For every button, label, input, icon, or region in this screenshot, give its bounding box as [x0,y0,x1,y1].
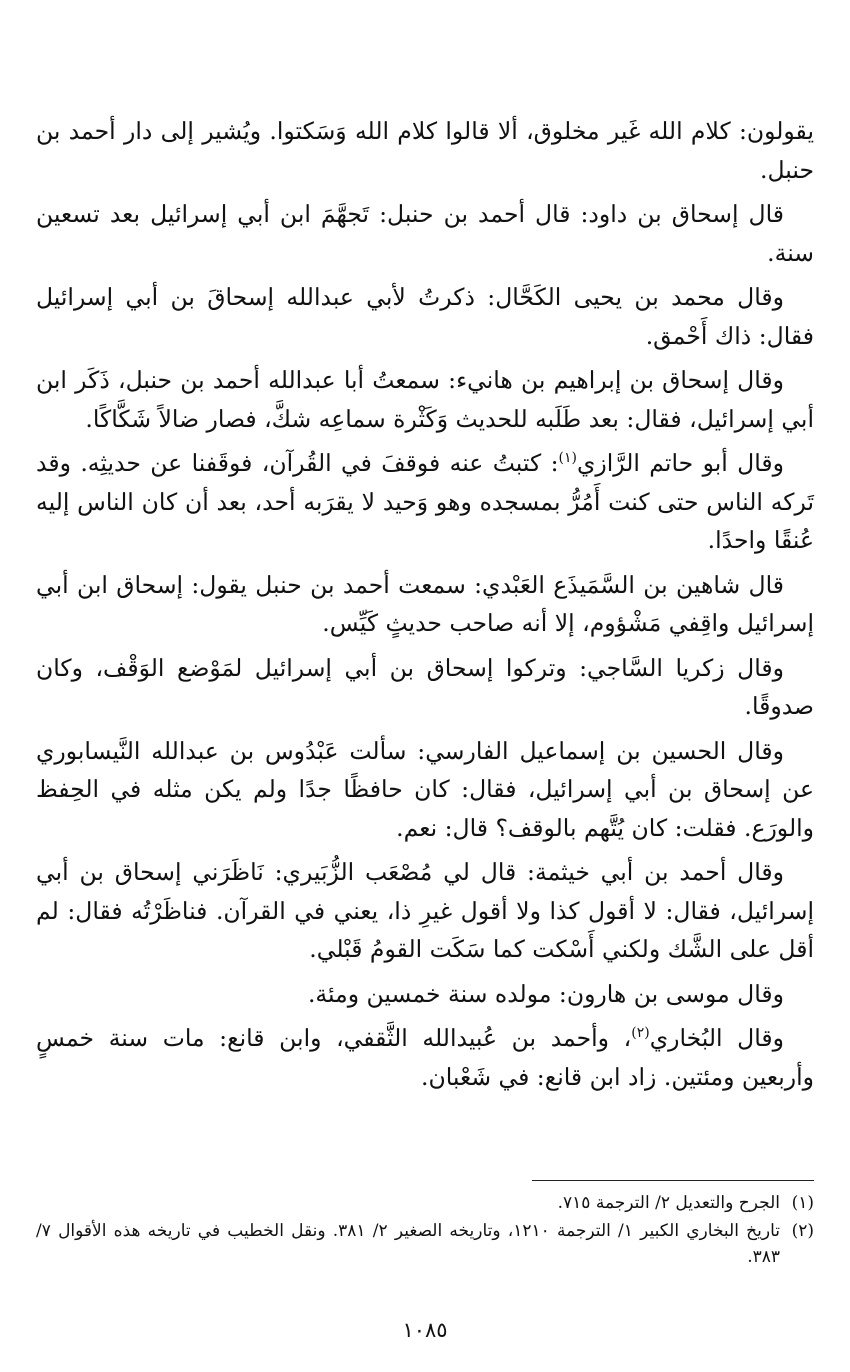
footnote-text: تاريخ البخاري الكبير ١/ الترجمة ١٢١٠، وتاريخه الصغير ٢/ ٣٨١. ونقل الخطيب في تاريخه هذه الأقوال ٧/ ٣٨٣. [36,1221,780,1267]
footnote-number: (١) [791,1193,814,1213]
footnote-text: الجرح والتعديل ٢/ الترجمة ٧١٥. [557,1193,780,1213]
footnote-1 [36,1190,814,1216]
footnote-ref-1[interactable]: (١) [558,450,577,467]
paragraph-6: قال شاهين بن السَّمَيذَع العَبْدي: سمعت أحمد بن حنبل يقول: إسحاق ابن أبي إسرائيل واقِفي مَشْؤوم، إلا أنه صاحب حديثٍ كَيِّس. [36,570,814,637]
footnote-2 [36,1218,814,1270]
paragraph-4: وقال إسحاق بن إبراهيم بن هانيء: سمعتُ أبا عبدالله أحمد بن حنبل، ذَكَر ابن أبي إسرائيل، فقال: بعد طَلَبه للحديث وَكَثْرة سماعِه شكَّ، فصار ضالاً شَكَّاكًا. [36,366,814,433]
main-text [36,112,814,1102]
paragraph-9: وقال أحمد بن أبي خيثمة: قال لي مُصْعَب الزُّبَيري: نَاظَرَني إسحاق بن أبي إسرائيل، فقال: لا أقول كذا ولا أقول غيرِ ذا، يعني في القرآن. فناظَرْتُه فقال: لم أقل على الشَّك ولكني أَسْكت كما سَكَت القومُ قَبْلي. [36,858,814,963]
paragraph-7: وقال زكريا السَّاجي: وتركوا إسحاق بن أبي إسرائيل لمَوْضع الوَقْف، وكان صدوقًا. [36,653,814,720]
paragraph-1: يقولون: كلام الله غَير مخلوق، ألا قالوا كلام الله وَسَكتوا. ويُشير إلى دار أحمد بن حنبل. [36,117,814,184]
paragraph-11: وقال البُخاري$^{(٢)}$، وأحمد بن عُبيدالله الثَّقفي، وابن قانع: مات سنة خمسٍ وأربعين ومئتين. زاد ابن قانع: في شَعْبان. [36,1024,814,1091]
footnotes [36,1190,814,1272]
footnote-separator [532,1180,814,1181]
paragraph-3: وقال محمد بن يحيى الكَحَّال: ذكرتُ لأبي عبدالله إسحاقَ بن أبي إسرائيل فقال: ذاك أَحْمق. [36,283,814,350]
page-number: ١٠٨٥ [402,1318,448,1342]
paragraph-8: وقال الحسين بن إسماعيل الفارسي: سألت عَبْدُوس بن عبدالله النَّيسابوري عن إسحاق بن أبي إسرائيل، فقال: كان حافظًا جدًا ولم يكن مثله في الحِفظ والورَع. فقلت: كان يُتَّهم بالوقف؟ قال: نعم. [36,736,814,842]
paragraph-2: قال إسحاق بن داود: قال أحمد بن حنبل: تَجهَّمَ ابن أبي إسرائيل بعد تسعين سنة. [36,200,814,267]
paragraph-10: وقال موسى بن هارون: مولده سنة خمسين ومئة. [307,979,784,1008]
paragraph-5: وقال أبو حاتم الرَّازي$^{(١)}$: كتبتُ عنه فوقفَ في القُرآن، فوقَفنا عن حديثِه. وقد تَركه الناس حتى كنت أَمُرُّ بمسجده وهو وَحيد لا يقرَبه أحد، بعد أن كان الناس إليه عُنقًا واحدًا. [36,449,814,554]
footnote-ref-2[interactable]: (٢) [631,1025,650,1042]
footnote-number: (٢) [791,1221,814,1241]
